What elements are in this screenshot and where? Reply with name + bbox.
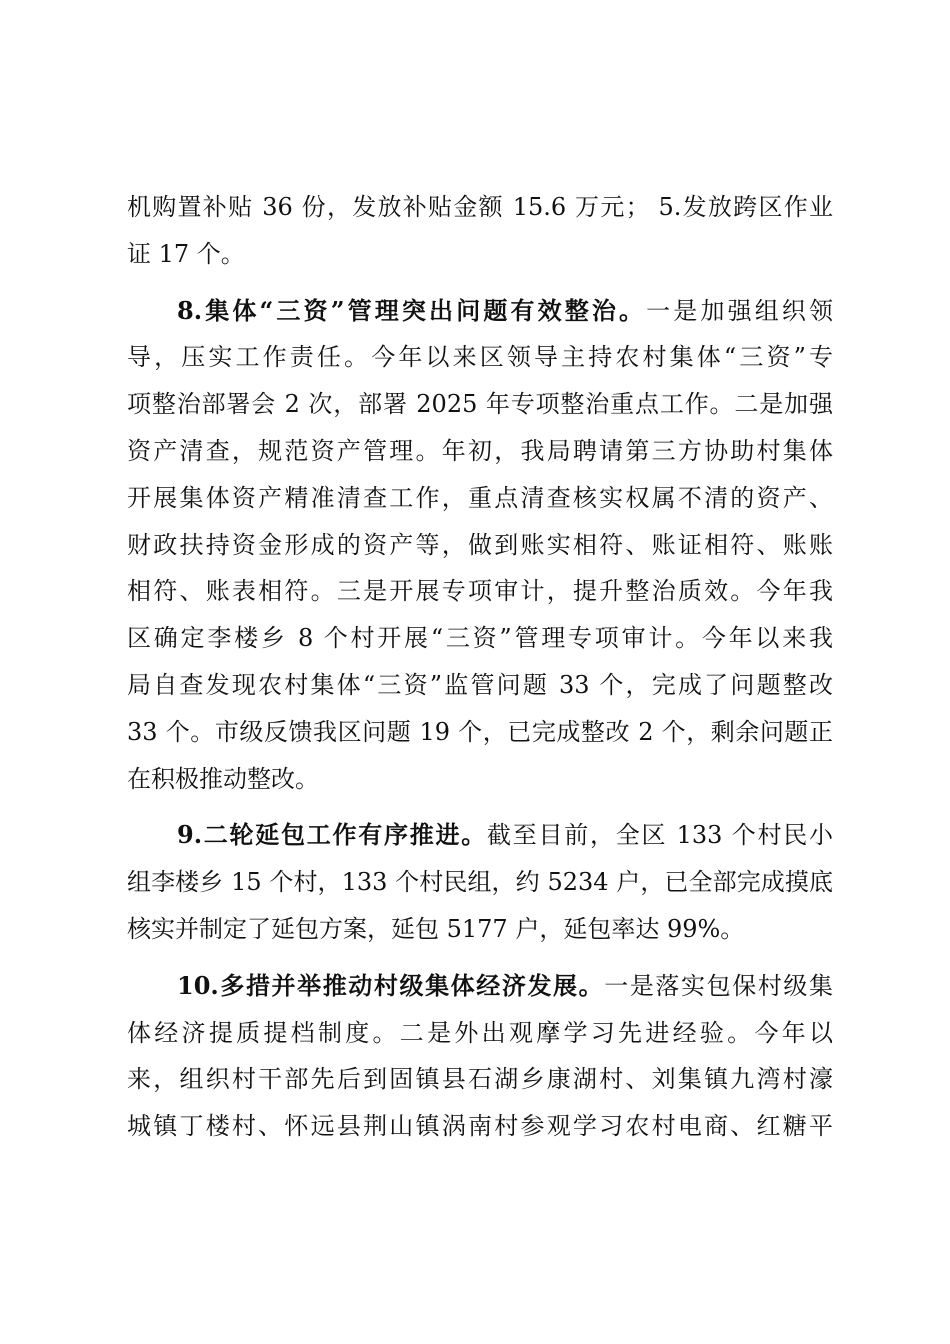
text-line: 来，组织村干部先后到固镇县石湖乡康湖村、刘集镇九湾村濠 <box>127 1065 833 1094</box>
text-line: 组李楼乡 15 个村，133 个村民组，约 5234 户，已全部完成摸底 <box>127 868 833 897</box>
paragraph-first-line <box>127 963 833 1010</box>
text-line: 区确定李楼乡 8 个村开展“三资”管理专项审计。今年以来我 <box>127 624 833 653</box>
text-line: 33 个。市级反馈我区问题 19 个，已完成整改 2 个，剩余问题正 <box>127 717 833 746</box>
text-span: 截至目前，全区 133 个村民小 <box>486 821 833 850</box>
paragraph-first-line <box>127 812 833 859</box>
document-body <box>127 184 833 1150</box>
text-span: 一是加强组织领 <box>646 296 833 325</box>
text-line: 开展集体资产精准清查工作，重点清查核实权属不清的资产、 <box>127 483 833 512</box>
paragraph-first-line <box>127 288 833 335</box>
text-line: 导，压实工作责任。今年以来区领导主持农村集体“三资”专 <box>127 343 833 372</box>
text-line: 财政扶持资金形成的资产等，做到账实相符、账证相符、账账 <box>127 530 833 559</box>
text-line: 局自查发现农村集体“三资”监管问题 33 个，完成了问题整改 <box>127 670 833 699</box>
section-heading: 9.二轮延包工作有序推进。 <box>177 820 487 850</box>
text-line: 在积极推动整改。 <box>127 764 319 793</box>
section-heading: 10.多措并举推动村级集体经济发展。 <box>177 970 605 1000</box>
text-line: 城镇丁楼村、怀远县荆山镇涡南村参观学习农村电商、红糖平 <box>127 1112 833 1141</box>
text-line: 证 17 个。 <box>127 239 245 268</box>
text-line: 项整治部署会 2 次，部署 2025 年专项整治重点工作。二是加强 <box>127 390 833 419</box>
text-line: 资产清查，规范资产管理。年初，我局聘请第三方协助村集体 <box>127 436 833 465</box>
text-line: 体经济提质提档制度。二是外出观摩学习先进经验。今年以 <box>127 1018 833 1047</box>
text-line: 机购置补贴 36 份，发放补贴金额 15.6 万元； 5.发放跨区作业 <box>127 193 833 221</box>
section-heading: 8.集体“三资”管理突出问题有效整治。 <box>177 295 647 325</box>
text-line: 相符、账表相符。三是开展专项审计，提升整治质效。今年我 <box>127 577 833 606</box>
text-line: 核实并制定了延包方案，延包 5177 户，延包率达 99%。 <box>127 914 745 943</box>
text-span: 一是落实包保村级集 <box>604 971 833 1000</box>
